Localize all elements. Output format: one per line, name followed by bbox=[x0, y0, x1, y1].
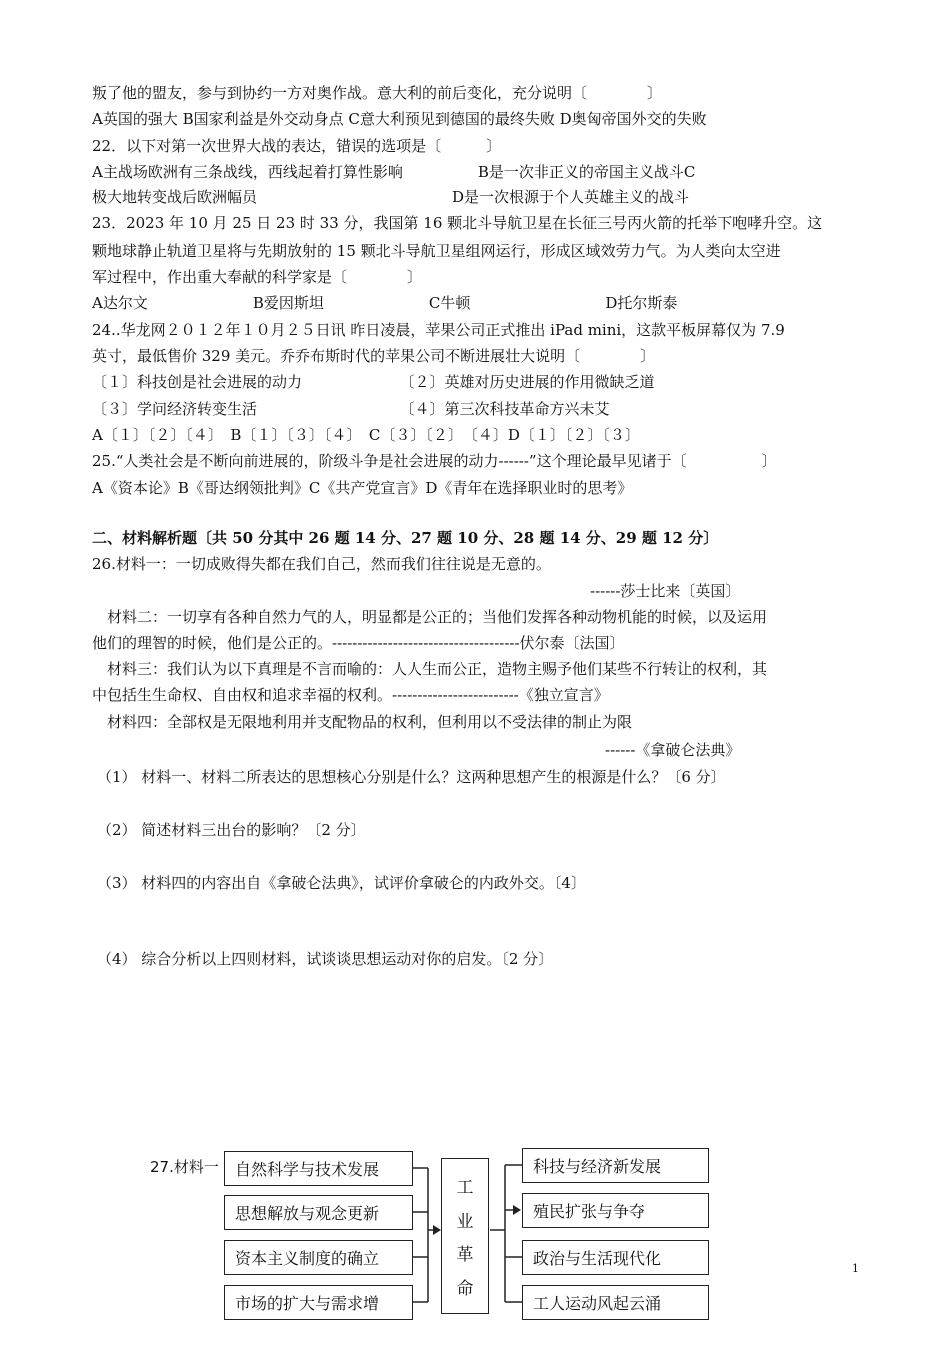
q22-stem: 22．以下对第一次世界大战的表达，错误的选项是〔 〕 bbox=[92, 137, 502, 155]
q26-source-1: ------莎士比来〔英国〕 bbox=[590, 582, 741, 600]
right-box-colonial: 殖民扩张与争夺 bbox=[522, 1193, 709, 1228]
q26-source-4: ------《拿破仑法典》 bbox=[605, 741, 741, 759]
q26-question-3: （3） 材料四的内容出自《拿破仑法典》，试评价拿破仑的内政外交。〔4〕 bbox=[97, 874, 586, 892]
q26-material-4: 材料四：全部权是无限地利用并支配物品的权利，但利用以不受法律的制止为限 bbox=[92, 713, 633, 731]
q26-material-1: 26.材料一：一切成败得失都在我们自己，然而我们往往说是无意的。 bbox=[92, 555, 551, 573]
diagram-label: 27.材料一 bbox=[150, 1158, 219, 1176]
q26-material-3a: 材料三：我们认为以下真理是不言而喻的：人人生而公正，造物主赐予他们某些不行转让的权利，其 bbox=[92, 660, 768, 678]
q21-options: A英国的强大 B国家利益是外交动身点 C意大利预见到德国的最终失败 D奥匈帝国外交的失败 bbox=[92, 110, 707, 128]
q26-question-2: （2） 简述材料三出台的影响？〔2 分〕 bbox=[97, 821, 366, 839]
q22-options-a: A主战场欧洲有三条战线，西线起着打算性影响 B是一次非正义的帝国主义战斗C bbox=[92, 163, 696, 181]
right-box-politics: 政治与生活现代化 bbox=[522, 1240, 709, 1275]
q23-stem-3: 军过程中，作出重大奉献的科学家是〔 〕 bbox=[92, 268, 423, 286]
q26-material-3b: 中包括生生命权、自由权和追求幸福的权利。-------------------------《独立宣言》 bbox=[92, 686, 609, 704]
q24-item-1: 〔１〕科技创是社会进展的动力 〔２〕英雄对历史进展的作用微缺乏道 bbox=[92, 373, 655, 391]
q22-options-b: 极大地转变战后欧洲幅员 D是一次根源于个人英雄主义的战斗 bbox=[92, 188, 690, 206]
text-line: 叛了他的盟友，参与到协约一方对奥作战。意大利的前后变化，充分说明〔 〕 bbox=[92, 84, 663, 102]
q23-stem-2: 颗地球静止轨道卫星将与先期放射的 15 颗北斗导航卫星组网运行，形成区域效劳力气。为人类向太空进 bbox=[92, 242, 781, 260]
right-box-labor: 工人运动风起云涌 bbox=[522, 1285, 709, 1320]
left-box-science: 自然科学与技术发展 bbox=[224, 1151, 413, 1186]
q26-question-4: （4） 综合分析以上四则材料，试谈谈思想运动对你的启发。〔2 分〕 bbox=[97, 950, 554, 968]
q26-question-1: （1） 材料一、材料二所表达的思想核心分别是什么？这两种思想产生的根源是什么？〔6 分〕 bbox=[97, 768, 726, 786]
center-char: 命 bbox=[456, 1278, 474, 1299]
center-char: 业 bbox=[456, 1211, 474, 1232]
q25-options: A《资本论》B《哥达纲领批判》C《共产党宣言》D《青年在选择职业时的思考》 bbox=[92, 479, 633, 497]
section-heading: 二、材料解析题〔共 50 分其中 26 题 14 分、27 题 10 分、28 题 14 分、29 题 12 分〕 bbox=[92, 529, 719, 547]
page-number: 1 bbox=[852, 1262, 859, 1275]
center-char: 工 bbox=[456, 1178, 474, 1199]
right-box-economy: 科技与经济新发展 bbox=[522, 1148, 709, 1183]
q26-material-2a: 材料二：一切享有各种自然力气的人，明显都是公正的；当他们发挥各种动物机能的时候，以及运用 bbox=[92, 608, 768, 626]
q24-item-2: 〔３〕学问经济转变生活 〔４〕第三次科技革命方兴未艾 bbox=[92, 400, 610, 418]
left-box-thought: 思想解放与观念更新 bbox=[224, 1195, 413, 1230]
q24-stem-1: 24..华龙网２０１２年１０月２５日讯 昨日凌晨，苹果公司正式推出 iPad mini，这款平板屏幕仅为 7.9 bbox=[92, 321, 785, 339]
q26-material-2b: 他们的理智的时候，他们是公正的。-------------------------------------伏尔泰〔法国〕 bbox=[92, 634, 625, 652]
q24-stem-2: 英寸，最低售价 329 美元。乔乔布斯时代的苹果公司不断进展壮大说明〔 〕 bbox=[92, 347, 656, 365]
q24-options: A〔１〕〔２〕〔４〕 B〔１〕〔３〕〔４〕 C〔３〕〔２〕 〔４〕D〔１〕〔２〕〔３〕 bbox=[92, 426, 640, 444]
left-box-market: 市场的扩大与需求增 bbox=[224, 1285, 413, 1320]
q23-options: A达尔文 B爱因斯坦 C牛顿 D托尔斯泰 bbox=[92, 294, 678, 312]
left-box-capitalism: 资本主义制度的确立 bbox=[224, 1240, 413, 1275]
industrial-revolution-box bbox=[441, 1158, 489, 1314]
q23-stem-1: 23．2023 年 10 月 25 日 23 时 33 分，我国第 16 颗北斗导航卫星在长征三号丙火箭的托举下咆哮升空。这 bbox=[92, 214, 823, 232]
q25-stem: 25.“人类社会是不断向前进展的，阶级斗争是社会进展的动力------”这个理论最早见诸于〔 〕 bbox=[92, 452, 777, 470]
center-char: 革 bbox=[456, 1245, 474, 1266]
